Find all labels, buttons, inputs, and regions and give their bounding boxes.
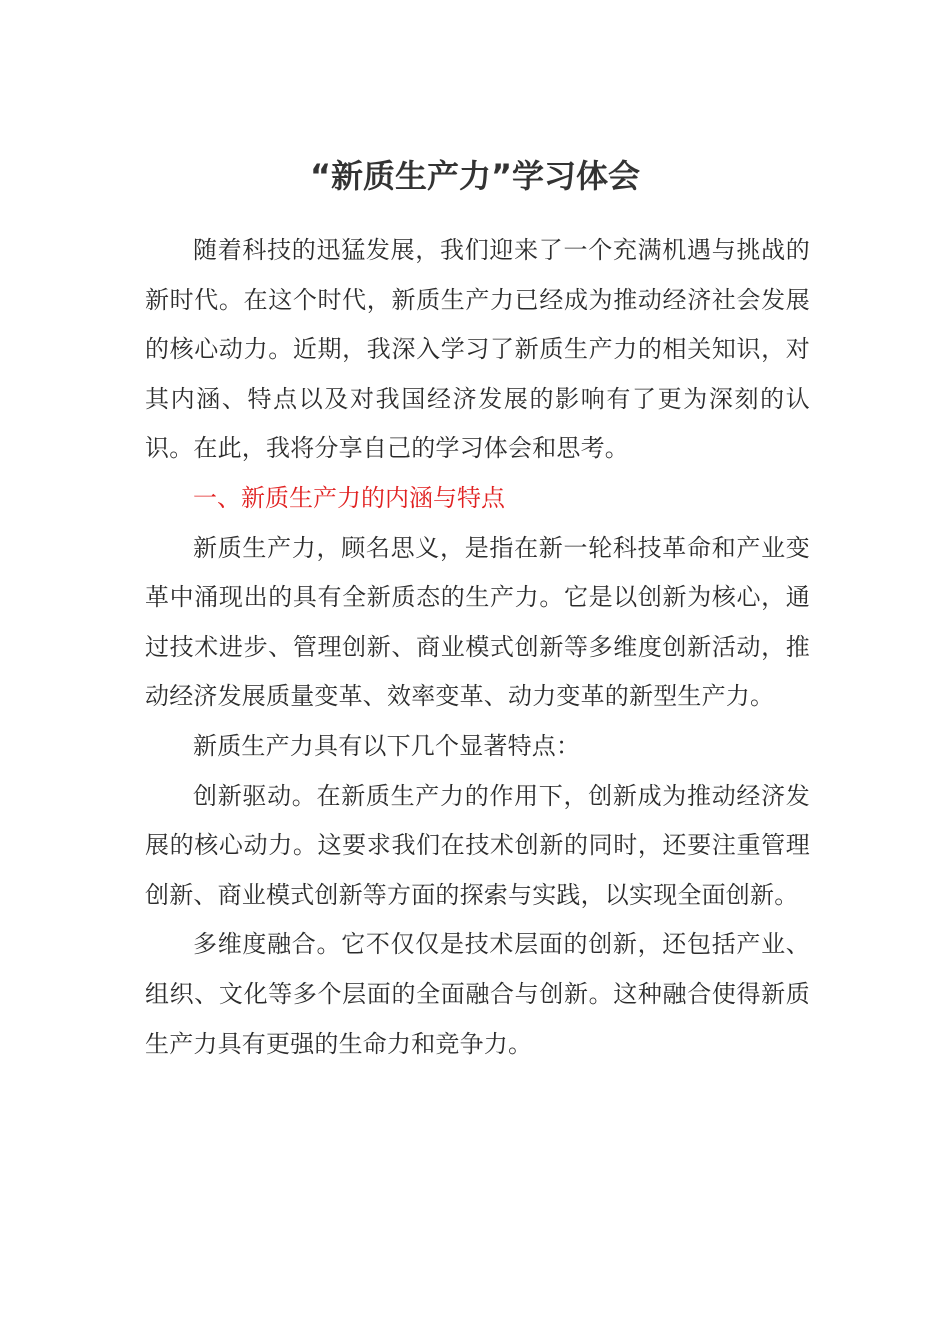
- paragraph-innovation-driven: 创新驱动。在新质生产力的作用下，创新成为推动经济发展的核心动力。这要求我们在技术创新的同时，还要注重管理创新、商业模式创新等方面的探索与实践，以实现全面创新。: [145, 781, 810, 909]
- paragraph-definition: 新质生产力，顾名思义，是指在新一轮科技革命和产业变革中涌现出的具有全新质态的生产力。它是以创新为核心，通过技术进步、管理创新、商业模式创新等多维度创新活动，推动经济发展质量变革、效率变革、动力变革的新型生产力。: [145, 533, 810, 711]
- document-title: “新质生产力”学习体会: [309, 157, 641, 195]
- paragraph-features-intro: 新质生产力具有以下几个显著特点：: [193, 731, 581, 760]
- paragraph-intro: 随着科技的迅猛发展，我们迎来了一个充满机遇与挑战的新时代。在这个时代，新质生产力已经成为推动经济社会发展的核心动力。近期，我深入学习了新质生产力的相关知识，对其内涵、特点以及对我国经济发展的影响有了更为深刻的认识。在此，我将分享自己的学习体会和思考。: [145, 236, 810, 463]
- paragraph-multi-dimensional: 多维度融合。它不仅仅是技术层面的创新，还包括产业、组织、文化等多个层面的全面融合与创新。这种融合使得新质生产力具有更强的生命力和竞争力。: [145, 930, 810, 1058]
- document-body: [145, 226, 810, 1069]
- section-heading-1: 一、新质生产力的内涵与特点: [193, 483, 505, 512]
